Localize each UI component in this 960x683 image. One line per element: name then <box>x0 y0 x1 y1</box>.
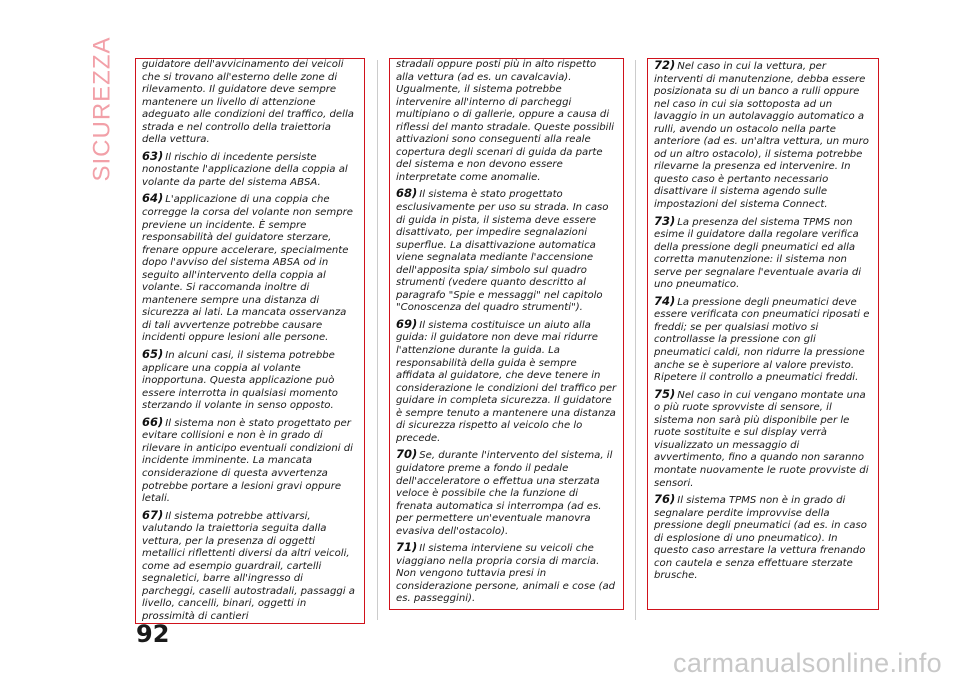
note-text: Il sistema è stato progettato esclusivamente per uso su strada. In caso di guida in pista, il sistema deve essere disattivato, per impedire segnalazioni superflue. La disattivazione automatica viene segnalata mediante l'accensione dell'apposita spia/ simbolo sul quadro strumenti (vedere quanto descritto al paragrafo "Spie e messaggi" nel capitolo "Conoscenza del quadro strumenti"). <box>396 189 609 314</box>
section-label-text: SICUREZZA <box>88 36 116 182</box>
note-67 <box>142 509 358 624</box>
page-number: 92 <box>136 620 170 648</box>
note-text: La pressione degli pneumatici deve essere verificata con pneumatici riposati e freddi; se per qualsiasi motivo si controllasse la pressione con gli pneumatici caldi, non ridurre la pressione anche se è superiore al valore previsto. Ripetere il controllo a pneumatici freddi. <box>654 296 870 384</box>
column-divider <box>377 60 378 620</box>
note-text: L'applicazione di una coppia che corregge la corsa del volante non sempre previene un incidente. È sempre responsabilità del guidatore sterzare, frenare oppure accelerare, specialmente dopo l'avviso del sistema ABSA od in seguito all'intervento della coppia al volante. Si raccomanda inoltre di mantenere sempre una distanza di sicurezza ai lati. La mancata osservanza di tali avvertenze potrebbe causare incidenti oppure lesioni alle persone. <box>142 194 353 344</box>
note-72 <box>654 59 872 212</box>
warning-box-column-1 <box>135 58 365 624</box>
note-64 <box>142 192 358 345</box>
note-69 <box>396 318 617 445</box>
watermark: carmanualsonline.info <box>673 648 942 678</box>
note-text: Il sistema potrebbe attivarsi, valutando la traiettoria seguita dalla vettura, per la presenza di oggetti metallici riflettenti diversi da altri veicoli, come ad esempio guardrail, cartelli segnaletici, barre all'ingresso di parcheggi, caselli autostradali, passaggi a livello, cancelli, binari, oggetti in prossimità di cantieri <box>142 510 355 622</box>
note-text: Il sistema non è stato progettato per evitare collisioni e non è in grado di rilevare in anticipo eventuali condizioni di incidente imminente. La mancata considerazione di questa avvertenza potrebbe portare a lesioni gravi oppure letali. <box>142 417 353 505</box>
note-number: 69) <box>396 316 418 331</box>
section-label <box>82 36 122 182</box>
note-text: Se, durante l'intervento del sistema, il guidatore preme a fondo il pedale dell'acceleratore o effettua una sterzata veloce è possibile che la funzione di frenata automatica si interrompa (ad es. per permettere un'eventuale manovra evasiva dell'ostacolo). <box>396 450 613 537</box>
note-number: 66) <box>142 414 164 429</box>
note-65 <box>142 348 358 413</box>
note-70 <box>396 448 617 538</box>
note-74 <box>654 295 872 385</box>
note-number: 67) <box>142 507 164 522</box>
note-75 <box>654 388 872 490</box>
note-text: La presenza del sistema TPMS non esime il guidatore dalla regolare verifica della pressione degli pneumatici ed alla corretta manutenzione: il sistema non serve per segnalare l'eventuale avaria di uno pneumatico. <box>654 216 862 291</box>
continued-paragraph: guidatore dell'avvicinamento dei veicoli che si trovano all'esterno delle zone di rilevamento. Il guidatore deve sempre mantenere un livello di attenzione adeguato alle condizioni del traffico, della strada e nel controllo della traiettoria della vettura. <box>142 59 354 146</box>
note-71 <box>396 541 617 606</box>
column-divider <box>635 60 636 620</box>
note-text: Il rischio di incedente persiste nonostante l'applicazione della coppia al volante da parte del sistema ABSA. <box>142 151 348 188</box>
warning-box-column-3 <box>647 58 879 610</box>
note-number: 68) <box>396 186 418 201</box>
note-number: 70) <box>396 447 418 462</box>
note-text: Il sistema costituisce un aiuto alla guida: il guidatore non deve mai ridurre l'attenzione durante la guida. La responsabilità della guida è sempre affidata al guidatore, che deve tenere in considerazione le condizioni del traffico per guidare in completa sicurezza. Il guidatore è sempre tenuto a mantenere una distanza di sicurezza rispetto al veicolo che lo precede. <box>396 319 617 444</box>
note-66 <box>142 416 358 506</box>
note-text: Il sistema TPMS non è in grado di segnalare perdite improvvise della pressione degli pneumatici (ad es. in caso di esplosione di uno pneumatico). In questo caso arrestare la vettura frenando con cautela e senza effettuare sterzate brusche. <box>654 495 867 582</box>
note-text: In alcuni casi, il sistema potrebbe applicare una coppia al volante inopportuna. Questa applicazione può essere interrotta in qualsiasi momento sterzando il volante in senso opposto. <box>142 350 338 412</box>
note-number: 73) <box>654 213 676 228</box>
note-73 <box>654 215 872 292</box>
note-number: 72) <box>654 58 676 72</box>
note-number: 63) <box>142 148 164 163</box>
note-text: Nel caso in cui vengano montate una o più ruote sprovviste di sensore, il sistema non sarà più disponibile per le ruote sostituite e sul display verrà visualizzato un messaggio di avvertimento, fino a quando non saranno montate nuovamente le ruote provviste di sensori. <box>654 389 869 489</box>
warning-box-column-2 <box>389 58 624 610</box>
note-76 <box>654 493 872 583</box>
note-text: Nel caso in cui la vettura, per interventi di manutenzione, debba essere posizionata su di un banco a rulli oppure nel caso in cui sia sottoposta ad un lavaggio in un autolavaggio automatico a rulli, avendo un ostacolo nella parte anteriore (ad es. un'altra vettura, un muro od un altro ostacolo), il sistema potrebbe rilevarne la presenza ed intervenire. In questo caso è pertanto necessario disattivare il sistema agendo sulle impostazioni del sistema Connect. <box>654 61 869 211</box>
note-number: 76) <box>654 492 676 507</box>
note-68 <box>396 187 617 314</box>
note-number: 64) <box>142 191 164 206</box>
note-text: Il sistema interviene su veicoli che viaggiano nella propria corsia di marcia. Non vengono tuttavia presi in considerazione persone, animali e cose (ad es. passeggini). <box>396 543 616 605</box>
note-number: 65) <box>142 347 164 362</box>
note-number: 75) <box>654 386 676 401</box>
note-number: 71) <box>396 540 418 555</box>
continued-paragraph: stradali oppure posti più in alto rispetto alla vettura (ad es. un cavalcavia). Ugualmente, il sistema potrebbe intervenire all'interno di parcheggi multipiano o di gallerie, oppure a causa di riflessi del manto stradale. Queste possibili attivazioni sono conseguenti alla reale copertura degli scenari di guida da parte del sistema e non devono essere interpretate come anomalie. <box>396 59 615 183</box>
note-63 <box>142 150 358 190</box>
note-number: 74) <box>654 293 676 308</box>
